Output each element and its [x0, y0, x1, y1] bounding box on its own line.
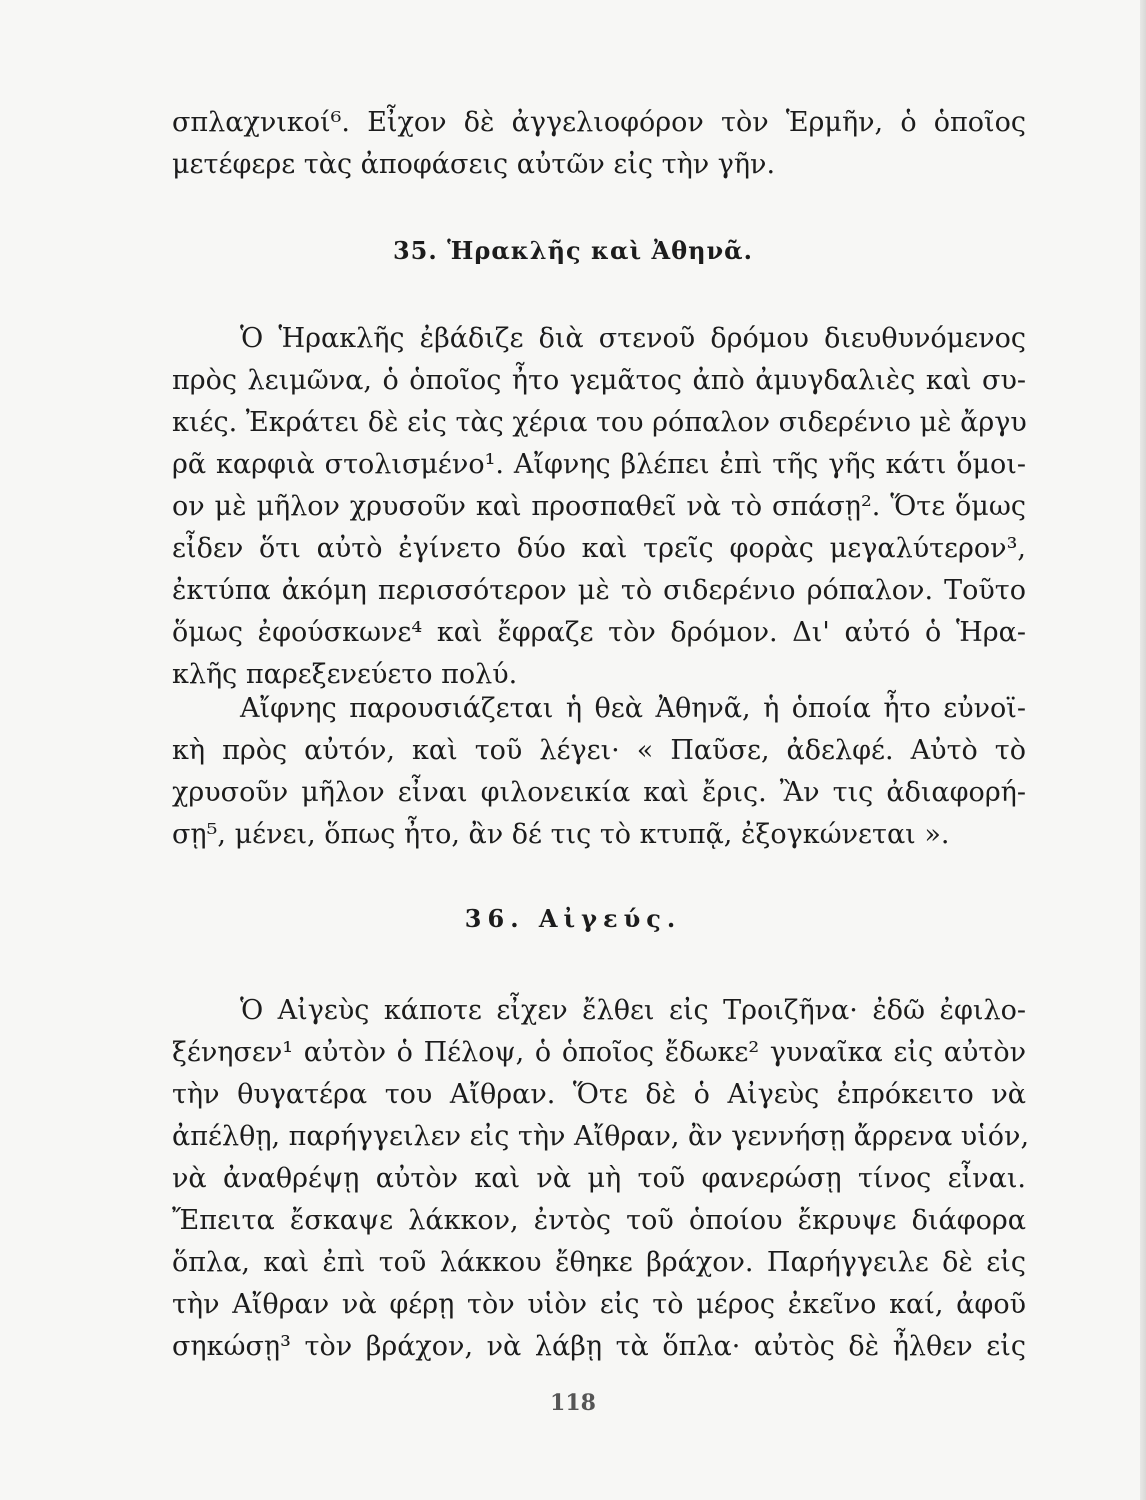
- text-line: ὅπλα, καὶ ἐπὶ τοῦ λάκκου ἔθηκε βράχον. Παρήγγειλε δὲ εἰς: [172, 1247, 1026, 1278]
- text-line: ἀπέλθῃ, παρήγγειλεν εἰς τὴν Αἴθραν, ἂν γεννήσῃ ἄρρενα υἱόν,: [172, 1121, 1030, 1152]
- text-line: ξένησεν¹ αὐτὸν ὁ Πέλοψ, ὁ ὁποῖος ἔδωκε² γυναῖκα εἰς αὐτὸν: [172, 1037, 1026, 1068]
- section-heading-35: 35. Ἡρακλῆς καὶ Ἀθηνᾶ.: [392, 236, 753, 265]
- text-line: εἶδεν ὅτι αὐτὸ ἐγίνετο δύο καὶ τρεῖς φορὰς μεγαλύτερον³,: [172, 533, 1026, 564]
- text-line: χρυσοῦν μῆλον εἶναι φιλονεικία καὶ ἔρις. Ἂν τις ἀδιαφορή-: [172, 777, 1026, 808]
- page-edge-shadow: [1140, 0, 1146, 1500]
- text-line: κλῆς παρεξενεύετο πολύ.: [172, 659, 518, 690]
- text-line: ρᾶ καρφιὰ στολισμένο¹. Αἴφνης βλέπει ἐπὶ τῆς γῆς κάτι ὅμοι-: [172, 449, 1026, 480]
- section-heading-36: 36. Αἰγεύς.: [464, 904, 682, 933]
- text-line: Αἴφνης παρουσιάζεται ἡ θεὰ Ἀθηνᾶ, ἡ ὁποία ἦτο εὐνοϊ-: [240, 693, 1026, 724]
- text-line: σπλαχνικοί⁶. Εἶχον δὲ ἀγγελιοφόρον τὸν Ἑρμῆν, ὁ ὁποῖος: [172, 107, 1026, 138]
- text-line: σηκώσῃ³ τὸν βράχον, νὰ λάβῃ τὰ ὅπλα· αὐτὸς δὲ ἦλθεν εἰς: [172, 1331, 1026, 1362]
- text-line: κιές. Ἐκράτει δὲ εἰς τὰς χέρια του ρόπαλον σιδερένιο μὲ ἄργυ: [172, 407, 1027, 438]
- intro-paragraph: [172, 102, 1026, 186]
- text-line: κὴ πρὸς αὐτόν, καὶ τοῦ λέγει· « Παῦσε, ἀδελφέ. Αὐτὸ τὸ: [172, 735, 1026, 766]
- text-line: μετέφερε τὰς ἀποφάσεις αὐτῶν εἰς τὴν γῆν.: [172, 149, 776, 180]
- text-line: ὅμως ἐφούσκωνε⁴ καὶ ἔφραζε τὸν δρόμον. Δι' αὐτό ὁ Ἡρα-: [172, 617, 1026, 648]
- text-line: σῃ⁵, μένει, ὅπως ἦτο, ἂν δέ τις τὸ κτυπᾷ, ἐξογκώνεται ».: [172, 819, 950, 850]
- text-line: ἐκτύπα ἀκόμη περισσότερον μὲ τὸ σιδερένιο ρόπαλον. Τοῦτο: [172, 575, 1026, 606]
- page-number: 118: [550, 1390, 596, 1416]
- text-line: Ἔπειτα ἔσκαψε λάκκον, ἐντὸς τοῦ ὁποίου ἔκρυψε διάφορα: [172, 1205, 1026, 1236]
- section-35-paragraph-2: [172, 688, 1026, 856]
- text-line: τὴν Αἴθραν νὰ φέρῃ τὸν υἱὸν εἰς τὸ μέρος ἐκεῖνο καί, ἀφοῦ: [172, 1289, 1026, 1320]
- text-line: πρὸς λειμῶνα, ὁ ὁποῖος ἦτο γεμᾶτος ἀπὸ ἀμυγδαλιὲς καὶ συ-: [172, 365, 1026, 396]
- text-line: τὴν θυγατέρα του Αἴθραν. Ὅτε δὲ ὁ Αἰγεὺς ἐπρόκειτο νὰ: [172, 1079, 1026, 1110]
- text-line: Ὁ Αἰγεὺς κάποτε εἶχεν ἔλθει εἰς Τροιζῆνα· ἐδῶ ἐφιλο-: [240, 995, 1026, 1026]
- section-35-paragraph-1: [172, 318, 1026, 696]
- section-36-paragraph-1: [172, 990, 1030, 1368]
- text-line: ον μὲ μῆλον χρυσοῦν καὶ προσπαθεῖ νὰ τὸ σπάσῃ². Ὅτε ὅμως: [172, 491, 1026, 522]
- text-line: Ὁ Ἡρακλῆς ἐβάδιζε διὰ στενοῦ δρόμου διευθυνόμενος: [240, 323, 1026, 354]
- text-line: νὰ ἀναθρέψῃ αὐτὸν καὶ νὰ μὴ τοῦ φανερώσῃ τίνος εἶναι.: [172, 1163, 1026, 1194]
